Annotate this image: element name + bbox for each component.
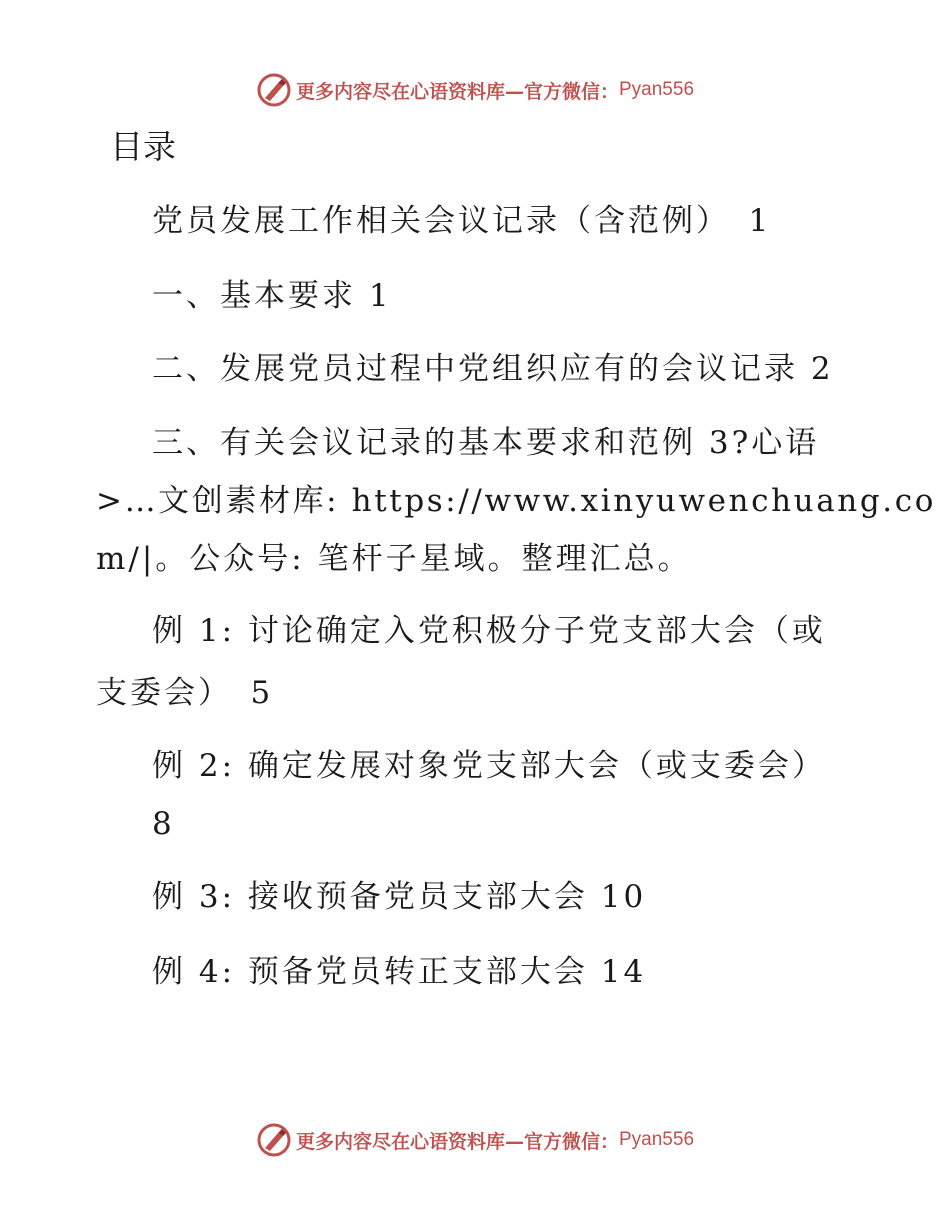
toc-entry-6-line-1[interactable]: 例 2: 确定发展对象党支部大会（或支委会） xyxy=(152,748,826,784)
toc-title: 目录 xyxy=(110,127,176,166)
toc-entry-8-line-1[interactable]: 例 4: 预备党员转正支部大会 14 xyxy=(152,954,647,990)
pen-seal-logo-icon xyxy=(256,72,292,108)
toc-entry-1-line-1[interactable]: 党员发展工作相关会议记录（含范例） 1 xyxy=(152,203,772,239)
toc-entry-2-line-1[interactable]: 一、基本要求 1 xyxy=(152,278,392,314)
toc-entry-4-line-1[interactable]: 三、有关会议记录的基本要求和范例 3?心语 xyxy=(152,425,820,461)
header-watermark-banner xyxy=(0,70,950,110)
toc-entry-4-line-3[interactable]: m/|。公众号: 笔杆子星域。整理汇总。 xyxy=(96,541,692,577)
banner-tagline: 更多内容尽在心语资料库—官方微信： xyxy=(295,1130,619,1153)
toc-entry-3-line-1[interactable]: 二、发展党员过程中党组织应有的会议记录 2 xyxy=(152,351,834,387)
toc-entry-5-line-1[interactable]: 例 1: 讨论确定入党积极分子党支部大会（或 xyxy=(152,613,826,649)
banner-wechat-id: Pyan556 xyxy=(619,1129,695,1150)
toc-entry-5-line-2[interactable]: 支委会） 5 xyxy=(96,675,274,711)
footer-watermark-banner xyxy=(0,1120,950,1160)
banner-tagline: 更多内容尽在心语资料库—官方微信： xyxy=(295,80,619,103)
toc-entry-6-line-2[interactable]: 8 xyxy=(152,806,175,842)
pen-seal-logo-icon xyxy=(256,1122,292,1158)
banner-wechat-id: Pyan556 xyxy=(619,79,695,100)
toc-entry-4-line-2[interactable]: >…文创素材库: https://www.xinyuwenchuang.co xyxy=(96,483,936,519)
toc-entry-7-line-1[interactable]: 例 3: 接收预备党员支部大会 10 xyxy=(152,879,647,915)
